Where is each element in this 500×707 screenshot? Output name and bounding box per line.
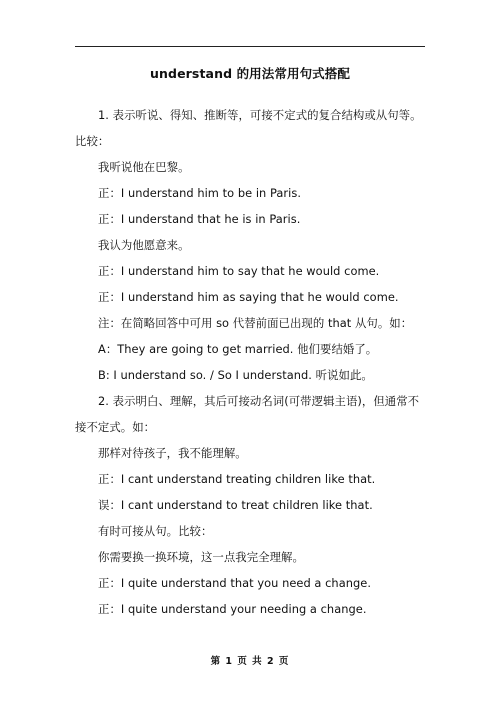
paragraph-1: 1. 表示听说、得知、推断等，可接不定式的复合结构或从句等。比较： <box>75 108 422 148</box>
paragraph-2: 我听说他在巴黎。 <box>98 160 190 174</box>
paragraph-4: 正：I understand that he is in Paris. <box>98 212 301 226</box>
paragraph-18: 正：I quite understand your needing a change. <box>98 602 367 616</box>
document-title: understand 的用法常用句式搭配 <box>150 66 350 81</box>
paragraph-12: 那样对待孩子，我不能理解。 <box>98 446 247 460</box>
paragraph-5: 我认为他愿意来。 <box>98 238 190 252</box>
paragraph-8: 注：在简略回答中可用 so 代替前面已出现的 that 从句。如： <box>98 316 413 330</box>
header-rule <box>75 46 425 47</box>
paragraph-6: 正：I understand him to say that he would come. <box>98 264 380 278</box>
paragraph-10: B: I understand so. / So I understand. 听说如此。 <box>98 368 373 382</box>
paragraph-13: 正：I cant understand treating children like that. <box>98 472 376 486</box>
paragraph-15: 有时可接从句。比较： <box>98 524 213 538</box>
paragraph-14: 误：I cant understand to treat children like that. <box>98 498 373 512</box>
paragraph-16: 你需要换一换环境，这一点我完全理解。 <box>98 550 304 564</box>
paragraph-7: 正：I understand him as saying that he would come. <box>98 290 399 304</box>
document-body <box>75 102 427 622</box>
paragraph-3: 正：I understand him to be in Paris. <box>98 186 302 200</box>
paragraph-9: A：They are going to get married. 他们要结婚了。 <box>98 342 378 356</box>
paragraph-11: 2. 表示明白、理解，其后可接动名词(可带逻辑主语)，但通常不接不定式。如： <box>75 394 420 434</box>
paragraph-17: 正：I quite understand that you need a change. <box>98 576 372 590</box>
page-footer: 第 1 页 共 2 页 <box>210 656 290 667</box>
